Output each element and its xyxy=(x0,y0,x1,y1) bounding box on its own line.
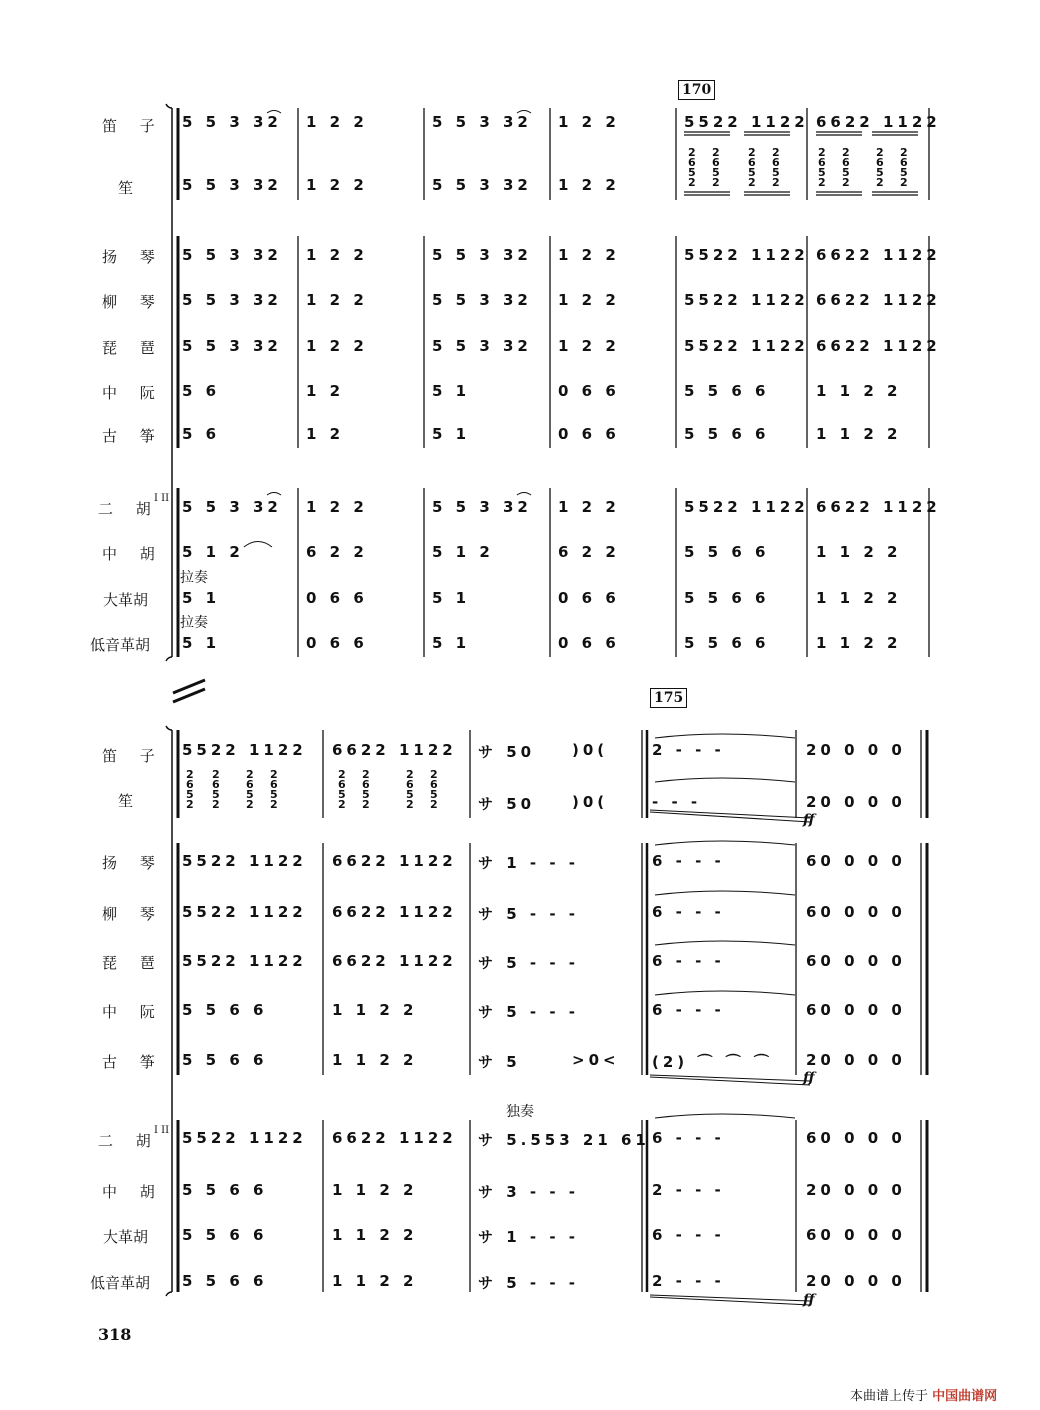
instrument-label-liuqin: 柳 琴 xyxy=(102,905,164,923)
note-cell: 5522 1122 xyxy=(182,903,307,921)
technique-marking: 拉奏 xyxy=(180,570,208,586)
note-cell: サ 1 - - - xyxy=(478,854,580,872)
note-cell: 5 5 3 32 xyxy=(182,498,282,516)
note-cell: 5 5 3 32 xyxy=(182,337,282,355)
note-cell: 1 1 2 2 xyxy=(816,382,902,400)
note-cell: 20 0 0 0 xyxy=(806,1272,906,1290)
note-cell: 5 5 6 6 xyxy=(684,589,770,607)
instrument-label-zhonghu: 中 胡 xyxy=(102,545,164,563)
chord-stack: 2 6 5 2 xyxy=(748,146,756,189)
instrument-label-dizi: 笛 子 xyxy=(102,747,164,765)
note-cell: 0 6 6 xyxy=(558,382,620,400)
dynamic-ff: ff xyxy=(803,1292,815,1308)
note-cell: 0 6 6 xyxy=(306,589,368,607)
instrument-label-diyingehu: 低音革胡 xyxy=(90,636,151,654)
chord-stack: 2 6 5 2 xyxy=(772,146,780,189)
instrument-label-guzheng: 古 筝 xyxy=(102,1053,164,1071)
note-cell: 6 - - - xyxy=(652,852,725,870)
dynamic-ff: ff xyxy=(803,1070,815,1086)
instrument-label-sheng: 笙 xyxy=(118,179,143,197)
instrument-label-sheng: 笙 xyxy=(118,792,143,810)
note-cell: 1 2 2 xyxy=(306,176,368,194)
note-cell: 0 6 6 xyxy=(558,425,620,443)
note-cell: 60 0 0 0 xyxy=(806,903,906,921)
note-cell: 5 5 6 6 xyxy=(684,425,770,443)
note-cell: 5 6 xyxy=(182,425,221,443)
note-cell: 5 1 xyxy=(432,589,471,607)
note-cell: 6 - - - xyxy=(652,903,725,921)
note-cell: サ 5 - - - xyxy=(478,905,580,923)
instrument-label-dizi: 笛 子 xyxy=(102,117,164,135)
note-cell: 5522 1122 xyxy=(684,113,809,131)
note-cell: サ 50 xyxy=(478,743,536,761)
note-cell: 5 5 6 6 xyxy=(182,1181,268,1199)
note-cell: 6622 1122 xyxy=(332,952,457,970)
instrument-label-pipa: 琵 琶 xyxy=(102,339,164,357)
note-cell: サ 5 xyxy=(478,1053,521,1071)
note-cell: 20 0 0 0 xyxy=(806,793,906,811)
note-cell: 2 - - - xyxy=(652,741,725,759)
note-cell: 60 0 0 0 xyxy=(806,952,906,970)
footer-brand: 中国曲谱网 xyxy=(932,1389,998,1404)
note-cell: 1 2 2 xyxy=(306,246,368,264)
note-cell: 6622 1122 xyxy=(816,498,941,516)
note-cell: 0 6 6 xyxy=(558,589,620,607)
divisi-mark: I II xyxy=(154,493,170,504)
instrument-label-dagehu: 大革胡 xyxy=(103,1228,149,1246)
note-cell: 6 - - - xyxy=(652,1001,725,1019)
note-cell: 5 1 xyxy=(182,589,221,607)
note-cell: 1 1 2 2 xyxy=(816,425,902,443)
chord-stack: 2 6 5 2 xyxy=(270,768,278,811)
instrument-label-erhu: 二 胡 xyxy=(98,500,160,518)
note-cell: 20 0 0 0 xyxy=(806,1181,906,1199)
note-cell: 5 5 3 32 xyxy=(182,176,282,194)
note-cell: 6 2 2 xyxy=(558,543,620,561)
note-cell: 5 5 3 32 xyxy=(432,113,532,131)
note-cell: 1 2 2 xyxy=(306,113,368,131)
instrument-label-yangqin: 扬 琴 xyxy=(102,854,164,872)
note-cell: 6622 1122 xyxy=(332,852,457,870)
note-cell: 5522 1122 xyxy=(182,1129,307,1147)
note-cell: サ 5 - - - xyxy=(478,1274,580,1292)
note-cell: 1 2 2 xyxy=(558,291,620,309)
note-cell: 1 1 2 2 xyxy=(332,1272,418,1290)
note-cell: 5 1 2 xyxy=(182,543,244,561)
note-cell: 1 1 2 2 xyxy=(332,1181,418,1199)
instrument-label-pipa: 琵 琶 xyxy=(102,954,164,972)
rehearsal-mark-175: 175 xyxy=(650,688,687,708)
note-cell: 6622 1122 xyxy=(816,246,941,264)
note-cell: - - - xyxy=(652,793,702,811)
footer-text: 本曲谱上传于 xyxy=(850,1389,929,1404)
note-cell: 5 5 6 6 xyxy=(182,1226,268,1244)
note-cell: 5522 1122 xyxy=(182,852,307,870)
note-cell: 6622 1122 xyxy=(332,1129,457,1147)
note-cell: 60 0 0 0 xyxy=(806,1129,906,1147)
note-cell: 5 5 3 32 xyxy=(182,113,282,131)
note-cell: 5 5 6 6 xyxy=(684,382,770,400)
note-cell: 5 5 3 32 xyxy=(432,176,532,194)
note-cell: 2 - - - xyxy=(652,1181,725,1199)
note-cell: 1 2 2 xyxy=(558,113,620,131)
note-cell: 6622 1122 xyxy=(816,113,941,131)
note-cell: 60 0 0 0 xyxy=(806,852,906,870)
note-cell: 5522 1122 xyxy=(684,246,809,264)
technique-marking: 拉奏 xyxy=(180,615,208,631)
instrument-label-liuqin: 柳 琴 xyxy=(102,293,164,311)
note-cell: 20 0 0 0 xyxy=(806,1051,906,1069)
note-cell: 5 1 xyxy=(432,425,471,443)
chord-stack: 2 6 5 2 xyxy=(712,146,720,189)
note-cell: 5 1 xyxy=(432,382,471,400)
chord-stack: 2 6 5 2 xyxy=(900,146,908,189)
note-cell: 0 6 6 xyxy=(306,634,368,652)
page-number: 318 xyxy=(98,1325,132,1344)
note-cell: 5 5 6 6 xyxy=(182,1272,268,1290)
note-cell: サ 50 xyxy=(478,795,536,813)
chord-stack: 2 6 5 2 xyxy=(430,768,438,811)
note-cell: 6622 1122 xyxy=(816,337,941,355)
note-cell: 5522 1122 xyxy=(684,337,809,355)
note-cell: 6622 1122 xyxy=(332,741,457,759)
instrument-label-yangqin: 扬 琴 xyxy=(102,248,164,266)
note-cell: サ 5.553 21 61 xyxy=(478,1131,650,1149)
note-cell: 6 - - - xyxy=(652,1226,725,1244)
note-cell: 1 2 2 xyxy=(558,498,620,516)
note-cell: 5 5 6 6 xyxy=(684,543,770,561)
note-cell: 1 2 2 xyxy=(558,246,620,264)
chord-stack: 2 6 5 2 xyxy=(876,146,884,189)
chord-stack: 2 6 5 2 xyxy=(362,768,370,811)
note-cell: 1 2 2 xyxy=(306,498,368,516)
note-cell: 5 1 xyxy=(182,634,221,652)
note-cell: )0( xyxy=(572,741,609,759)
note-cell: 6622 1122 xyxy=(332,903,457,921)
note-cell: 60 0 0 0 xyxy=(806,1001,906,1019)
note-cell: 5 5 6 6 xyxy=(182,1051,268,1069)
footer-credit xyxy=(850,1385,997,1404)
note-cell: 60 0 0 0 xyxy=(806,1226,906,1244)
note-cell: 5 6 xyxy=(182,382,221,400)
instrument-label-zhongruan: 中 阮 xyxy=(102,384,164,402)
note-cell: 5 5 6 6 xyxy=(684,634,770,652)
note-cell: サ 5 - - - xyxy=(478,954,580,972)
note-cell: 1 2 xyxy=(306,425,345,443)
note-cell: 6 - - - xyxy=(652,1129,725,1147)
note-cell: 5522 1122 xyxy=(684,291,809,309)
note-cell: 5 5 6 6 xyxy=(182,1001,268,1019)
note-cell: 1 1 2 2 xyxy=(332,1051,418,1069)
note-cell: 5 5 3 32 xyxy=(182,246,282,264)
note-cell: 1 1 2 2 xyxy=(816,589,902,607)
note-cell: )0( xyxy=(572,793,609,811)
note-cell: 5 5 3 32 xyxy=(432,498,532,516)
chord-stack: 2 6 5 2 xyxy=(818,146,826,189)
solo-marking: 独奏 xyxy=(506,1104,534,1120)
chord-stack: 2 6 5 2 xyxy=(212,768,220,811)
note-cell: 1 1 2 2 xyxy=(816,634,902,652)
note-cell: サ 1 - - - xyxy=(478,1228,580,1246)
note-cell: 5522 1122 xyxy=(182,741,307,759)
note-cell: 6 - - - xyxy=(652,952,725,970)
rehearsal-mark-170: 170 xyxy=(678,80,715,100)
note-cell: サ 5 - - - xyxy=(478,1003,580,1021)
instrument-label-diyingehu: 低音革胡 xyxy=(90,1274,151,1292)
chord-stack: 2 6 5 2 xyxy=(688,146,696,189)
note-cell: 5 1 2 xyxy=(432,543,494,561)
note-cell: 5 5 3 32 xyxy=(182,291,282,309)
note-cell: 5522 1122 xyxy=(684,498,809,516)
chord-stack: 2 6 5 2 xyxy=(842,146,850,189)
note-cell: (2) ⌒ ⌒ ⌒ xyxy=(652,1053,773,1071)
instrument-label-zhongruan: 中 阮 xyxy=(102,1003,164,1021)
note-cell: 1 2 2 xyxy=(306,291,368,309)
note-cell: 1 1 2 2 xyxy=(816,543,902,561)
note-cell: 5 5 3 32 xyxy=(432,291,532,309)
note-cell: 1 1 2 2 xyxy=(332,1226,418,1244)
instrument-label-dagehu: 大革胡 xyxy=(103,591,149,609)
note-cell: 1 1 2 2 xyxy=(332,1001,418,1019)
instrument-label-zhonghu: 中 胡 xyxy=(102,1183,164,1201)
note-cell: 5 5 3 32 xyxy=(432,337,532,355)
note-cell: 1 2 2 xyxy=(558,337,620,355)
note-cell: 5522 1122 xyxy=(182,952,307,970)
note-cell: 6 2 2 xyxy=(306,543,368,561)
dynamic-ff: ff xyxy=(803,812,815,828)
note-cell: >0< xyxy=(572,1051,620,1069)
divisi-mark: I II xyxy=(154,1125,170,1136)
note-cell: 2 - - - xyxy=(652,1272,725,1290)
chord-stack: 2 6 5 2 xyxy=(246,768,254,811)
note-cell: 6622 1122 xyxy=(816,291,941,309)
note-cell: 5 1 xyxy=(432,634,471,652)
chord-stack: 2 6 5 2 xyxy=(338,768,346,811)
instrument-label-guzheng: 古 筝 xyxy=(102,427,164,445)
instrument-label-erhu: 二 胡 xyxy=(98,1132,160,1150)
note-cell: サ 3 - - - xyxy=(478,1183,580,1201)
note-cell: 1 2 2 xyxy=(306,337,368,355)
note-cell: 1 2 2 xyxy=(558,176,620,194)
note-cell: 1 2 xyxy=(306,382,345,400)
note-cell: 20 0 0 0 xyxy=(806,741,906,759)
note-cell: 0 6 6 xyxy=(558,634,620,652)
note-cell: 5 5 3 32 xyxy=(432,246,532,264)
chord-stack: 2 6 5 2 xyxy=(186,768,194,811)
chord-stack: 2 6 5 2 xyxy=(406,768,414,811)
